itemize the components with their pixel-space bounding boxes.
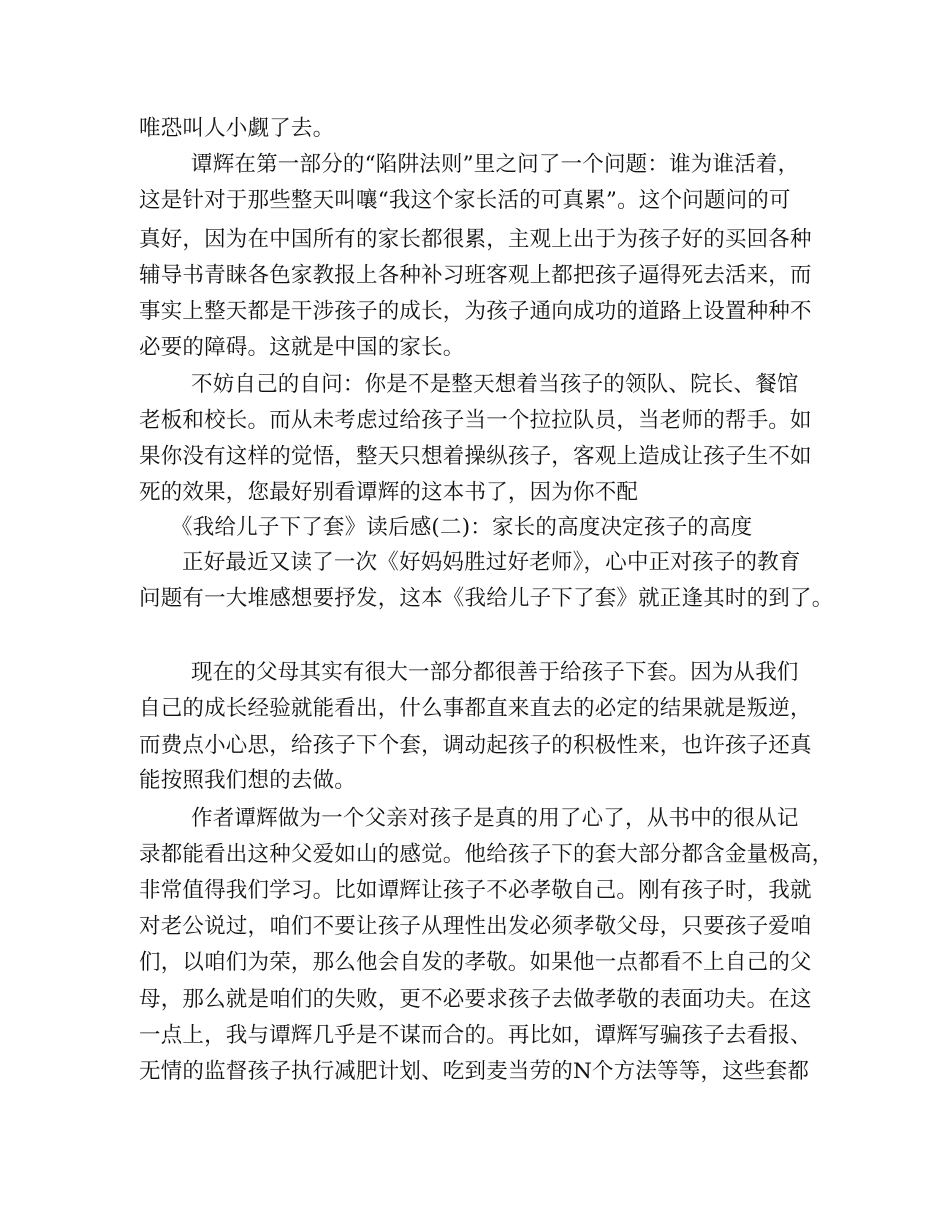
- text-line: 母，那么就是咱们的失败，更不必要求孩子去做孝敬的表面功夫。在这: [139, 987, 812, 1012]
- text-line: 辅导书青睐各色家教报上各种补习班客观上都把孩子逼得死去活来，而: [139, 263, 812, 288]
- text-line: 这是针对于那些整天叫嚷“我这个家长活的可真累”。这个问题问的可: [139, 188, 791, 213]
- text-line: 问题有一大堆感想要抒发，这本《我给儿子下了套》就正逢其时的到了。: [139, 586, 834, 611]
- text-line: 对老公说过，咱们不要让孩子从理性出发必须孝敬父母，只要孩子爱咱: [139, 914, 812, 939]
- text-line: 自己的成长经验就能看出，什么事都直来直去的必定的结果就是叛逆，: [139, 696, 812, 721]
- text-line: 果你没有这样的觉悟，整天只想着操纵孩子，客观上造成让孩子生不如: [139, 444, 812, 469]
- text-line: 一点上，我与谭辉几乎是不谋而合的。再比如，谭辉写骗孩子去看报、: [139, 1023, 812, 1048]
- text-line: 能按照我们想的去做。: [139, 768, 357, 793]
- paragraph-first-line: 现在的父母其实有很大一部分都很善于给孩子下套。因为从我们: [191, 660, 799, 685]
- paragraph-first-line: 正好最近又读了一次《好妈妈胜过好老师》，心中正对孩子的教育: [182, 550, 801, 575]
- text-line: 事实上整天都是干涉孩子的成长，为孩子通向成功的道路上设置种种不: [139, 299, 812, 324]
- text-line: 而费点小心思，给孩子下个套，调动起孩子的积极性来，也许孩子还真: [139, 733, 812, 758]
- section-heading: 《我给儿子下了套》读后感(二)：家长的高度决定孩子的高度: [171, 515, 753, 540]
- text-line: 必要的障碍。这就是中国的家长。: [139, 335, 465, 360]
- text-line: 们，以咱们为荣，那么他会自发的孝敬。如果他一点都看不上自己的父: [139, 950, 812, 975]
- paragraph-first-line: 谭辉在第一部分的“陷阱法则”里之问了一个问题：谁为谁活着，: [191, 152, 800, 177]
- paragraph-first-line: 作者谭辉做为一个父亲对孩子是真的用了心了，从书中的很从记: [191, 806, 799, 831]
- text-line: 录都能看出这种父爱如山的感觉。他给孩子下的套大部分都含金量极高，: [139, 842, 834, 867]
- text-line: 非常值得我们学习。比如谭辉让孩子不必孝敬自己。刚有孩子时，我就: [139, 878, 812, 903]
- text-line: 老板和校长。而从未考虑过给孩子当一个拉拉队员，当老师的帮手。如: [139, 408, 812, 433]
- paragraph-first-line: 不妨自己的自问：你是不是整天想着当孩子的领队、院长、餐馆: [191, 372, 799, 397]
- text-line: 无情的监督孩子执行减肥计划、吃到麦当劳的N个方法等等，这些套都: [139, 1059, 810, 1084]
- text-line: 唯恐叫人小觑了去。: [139, 116, 335, 141]
- text-line: 真好，因为在中国所有的家长都很累，主观上出于为孩子好的买回各种: [139, 227, 812, 252]
- text-line: 死的效果，您最好别看谭辉的这本书了，因为你不配: [139, 480, 639, 505]
